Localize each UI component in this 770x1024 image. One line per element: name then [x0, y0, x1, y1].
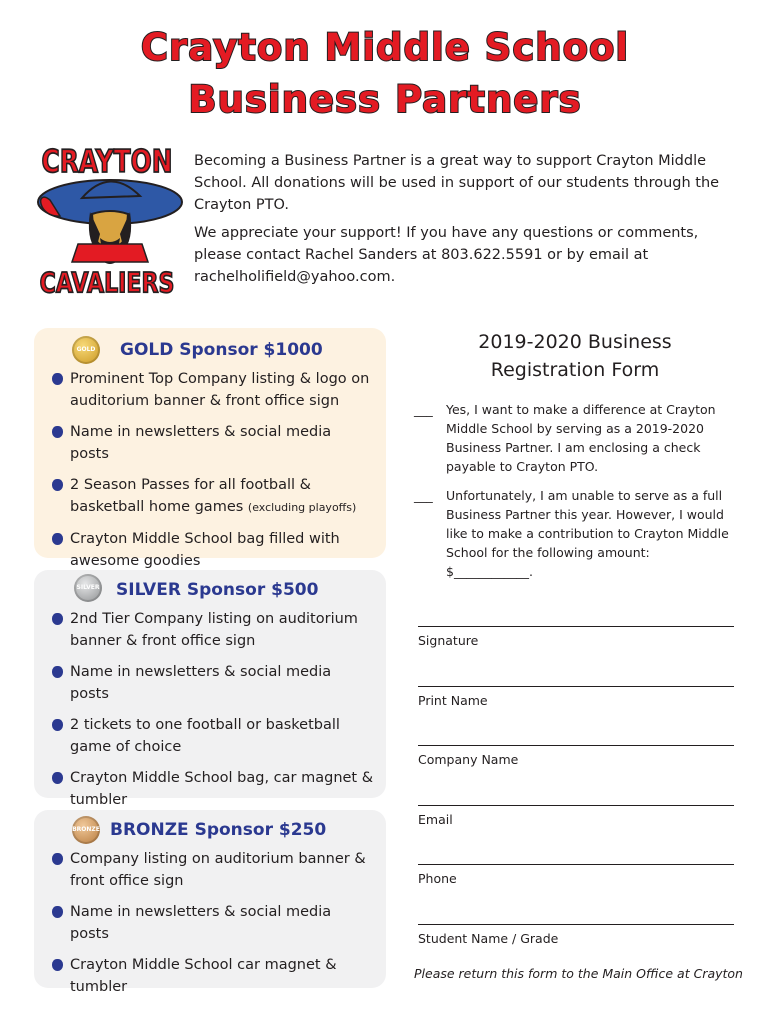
- apple-bullet-icon: [52, 772, 63, 784]
- list-item: Name in newsletters & social media posts: [52, 661, 374, 705]
- form-title: [410, 328, 740, 384]
- list-item: 2 Season Passes for all football & basketball home games (excluding playoffs): [52, 474, 374, 519]
- gold-sponsor-panel: [34, 328, 386, 569]
- bronze-benefits-list: [52, 848, 374, 1007]
- bronze-sponsor-panel: [34, 810, 386, 995]
- silver-sponsor-panel: [34, 570, 386, 808]
- list-item: Company listing on auditorium banner & front office sign: [52, 848, 374, 892]
- title-line-1: Crayton Middle School: [140, 26, 630, 69]
- return-instructions: Please return this form to the Main Office at Crayton: [414, 966, 743, 981]
- intro-paragraph-1: Becoming a Business Partner is a great way to support Crayton Middle School. All donations will be used in support of our students through the Crayton PTO.: [194, 153, 720, 213]
- list-item: Name in newsletters & social media posts: [52, 421, 374, 465]
- gold-sponsor-title: GOLD Sponsor $1000: [120, 340, 323, 360]
- cavalier-mascot-logo: [30, 138, 184, 304]
- intro-paragraph-2: We appreciate your support! If you have any questions or comments, please contact Rachel Sanders at 803.622.5591 or by email at rachelholifield@yahoo.com.: [194, 225, 699, 285]
- field-label: Signature: [418, 633, 479, 648]
- field-label: Company Name: [418, 752, 519, 767]
- phone-field[interactable]: [418, 864, 734, 886]
- apple-bullet-icon: [52, 959, 63, 971]
- list-item: Name in newsletters & social media posts: [52, 901, 374, 945]
- logo-top-text: CRAYTON: [41, 143, 173, 180]
- print-name-field[interactable]: [418, 686, 734, 708]
- silver-medal-icon: SILVER: [74, 574, 102, 602]
- apple-bullet-icon: [52, 613, 63, 625]
- list-item: 2nd Tier Company listing on auditorium banner & front office sign: [52, 608, 374, 652]
- apple-bullet-icon: [52, 853, 63, 865]
- field-label: Print Name: [418, 693, 488, 708]
- list-item: Crayton Middle School bag, car magnet & tumbler: [52, 767, 374, 811]
- field-label: Phone: [418, 871, 457, 886]
- title-line-2: Business Partners: [188, 78, 582, 121]
- list-item: 2 tickets to one football or basketball game of choice: [52, 714, 374, 758]
- bronze-medal-icon: BRONZE: [72, 816, 100, 844]
- field-label: Email: [418, 812, 453, 827]
- list-item: Crayton Middle School car magnet & tumbler: [52, 954, 374, 998]
- gold-benefits-list: [52, 368, 374, 581]
- option-contribution-text: Unfortunately, I am unable to serve as a full Business Partner this year. However, I would like to make a contribution to Crayton Middle School for the following amount: $____________.: [446, 488, 729, 579]
- logo-bottom-text: CAVALIERS: [39, 266, 175, 299]
- company-name-field[interactable]: [418, 745, 734, 767]
- registration-form: [410, 328, 740, 591]
- option-contribution-blank[interactable]: ___: [414, 488, 433, 503]
- apple-bullet-icon: [52, 533, 63, 545]
- apple-bullet-icon: [52, 373, 63, 385]
- silver-benefits-list: [52, 608, 374, 820]
- option-yes-text: Yes, I want to make a difference at Crayton Middle School by serving as a 2019-2020 Business Partner. I am enclosing a check payable to Crayton PTO.: [446, 402, 716, 474]
- apple-bullet-icon: [52, 479, 63, 491]
- gold-medal-icon: GOLD: [72, 336, 100, 364]
- apple-bullet-icon: [52, 719, 63, 731]
- student-name-grade-field[interactable]: [418, 924, 734, 946]
- field-label: Student Name / Grade: [418, 931, 559, 946]
- option-yes-blank[interactable]: ___: [414, 402, 433, 417]
- list-item: Crayton Middle School bag filled with awesome goodies: [52, 528, 374, 572]
- apple-bullet-icon: [52, 426, 63, 438]
- apple-bullet-icon: [52, 906, 63, 918]
- apple-bullet-icon: [52, 666, 63, 678]
- form-title-line-1: 2019-2020 Business: [478, 331, 672, 353]
- email-field[interactable]: [418, 805, 734, 827]
- bronze-sponsor-title: BRONZE Sponsor $250: [110, 820, 327, 840]
- option-contribution[interactable]: [410, 486, 740, 581]
- intro-text: [194, 150, 734, 294]
- signature-field[interactable]: [418, 626, 734, 648]
- list-item: Prominent Top Company listing & logo on auditorium banner & front office sign: [52, 368, 374, 412]
- form-title-line-2: Registration Form: [490, 359, 660, 381]
- silver-sponsor-title: SILVER Sponsor $500: [116, 580, 319, 600]
- playoffs-note: (excluding playoffs): [247, 501, 357, 514]
- option-yes[interactable]: [410, 400, 740, 476]
